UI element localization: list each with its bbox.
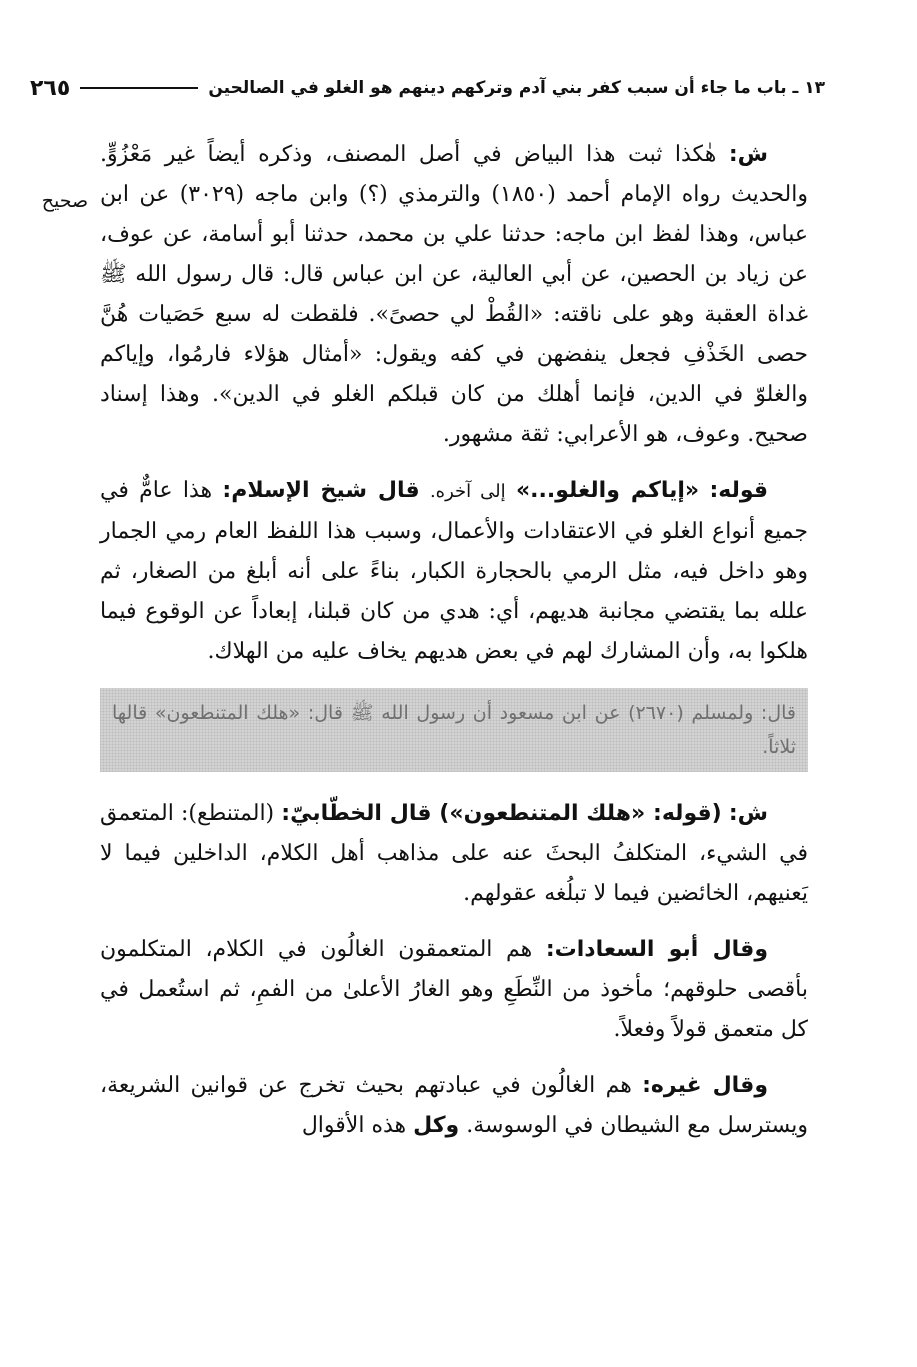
qala-ghayruhu-label: وقال غيره: [642, 1073, 768, 1098]
paragraph-1 [100, 135, 808, 455]
qawluhu-label: قوله: [709, 478, 769, 503]
wa-kull-label: وكل [413, 1113, 460, 1138]
margin-note: صحيح [41, 190, 89, 212]
commentary-marker: ش: [728, 801, 768, 826]
paragraph-2-text: هذا عامٌّ في جميع أنواع الغلو في الاعتقادات والأعمال، وسبب هذا اللفظ العام رمي الجمار وهو داخل فيه، مثل الرمي بالحجارة الكبار، بناءً على أنه أبلغ من الصغار، ثم علله بما يقتضي مجانبة هديهم، أي: هدي من كان قبلنا، إبعاداً عن الوقوع فيما هلكوا به، وأن المشارك لهم في بعض هديهم يخاف عليه من الهلاك. [100, 478, 808, 664]
paragraph-4 [100, 930, 808, 1050]
commentary-marker: ش: [728, 142, 768, 167]
paragraph-5-text-1: هم الغالُون في عبادتهم بحيث تخرج عن قوانين الشريعة، ويسترسل مع الشيطان في الوسوسة. [100, 1073, 808, 1138]
page-number: ٢٦٥ [30, 75, 71, 101]
header-rule [80, 87, 198, 89]
paragraph-5 [100, 1066, 808, 1146]
page-header [30, 70, 825, 106]
page-body [100, 135, 808, 1162]
paragraph-5-text-2: هذه الأقوال [301, 1113, 407, 1138]
shaykh-al-islam-label: قال شيخ الإسلام: [222, 478, 420, 503]
ila-akhirihi: إلى آخره. [429, 481, 506, 502]
paragraph-3 [100, 794, 808, 914]
paragraph-3-text: (المتنطع): المتعمق في الشيء، المتكلفُ البحثَ عنه على مذاهب أهل الكلام، الداخلين فيما لا يَعنيهم، الخائضين فيما لا تبلُغه عقولهم. [100, 801, 808, 906]
paragraph-1-text: هٰكذا ثبت هذا البياض في أصل المصنف، وذكره أيضاً غير مَعْزُوٍّ. والحديث رواه الإمام أحمد (١٨٥٠) والترمذي (؟) وابن ماجه (٣٠٢٩) عن ابن عباس، وهذا لفظ ابن ماجه: حدثنا علي بن محمد، حدثنا أبو أسامة، عن عوف، عن زياد بن الحصين، عن أبي العالية، عن ابن عباس قال: قال رسول الله ﷺ غداة العقبة وهو على ناقته: «القُطْ لي حصىً». فلقطت له سبع حَصَيات هُنَّ حصى الخَذْفِ فجعل ينفضهن في كفه ويقول: «أمثال هؤلاء فارمُوا، وإياكم والغلوّ في الدين، فإنما أهلك من كان قبلكم الغلو في الدين». وهذا إسناد صحيح. وعوف، هو الأعرابي: ثقة مشهور. [100, 142, 808, 447]
matn-box: قال: ولمسلم (٢٦٧٠) عن ابن مسعود أن رسول الله ﷺ قال: «هلك المتنطعون» قالها ثلاثاً. [100, 688, 808, 772]
paragraph-4-text: هم المتعمقون الغالُون في الكلام، المتكلمون بأقصى حلوقهم؛ مأخوذ من النِّطَعِ وهو الغارُ الأعلىٰ من الفمِ، ثم استُعمل في كل متعمق قولاً وفعلاً. [100, 937, 808, 1042]
running-title: ١٣ ـ باب ما جاء أن سبب كفر بني آدم وتركهم دينهم هو الغلو في الصالحين [208, 78, 825, 98]
khattabi-label: (قوله: «هلك المتنطعون») قال الخطّابيّ: [281, 801, 722, 826]
quoted-hadith: «إياكم والغلو...» [515, 478, 700, 503]
abu-al-saadat-label: وقال أبو السعادات: [545, 937, 769, 962]
paragraph-2 [100, 471, 808, 672]
